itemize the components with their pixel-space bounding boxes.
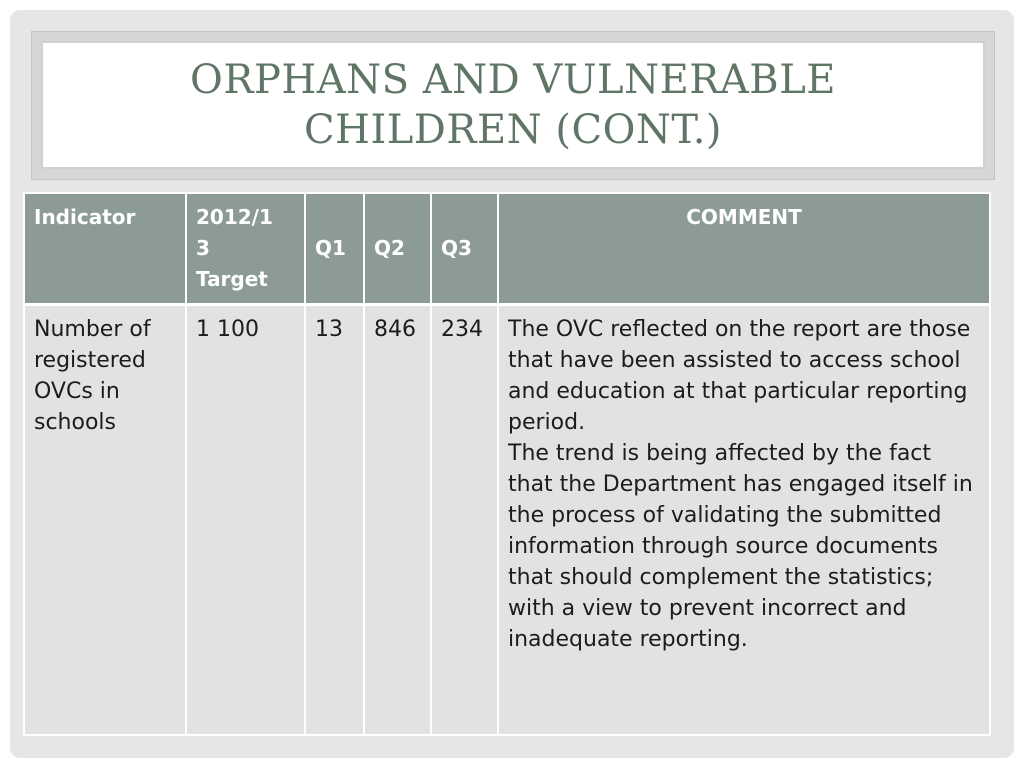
- cell-indicator: Number of registered OVCs in schools: [24, 305, 186, 736]
- comment-paragraph-1: The OVC reflected on the report are those that have been assisted to access school and education at that particular reporting period.: [508, 317, 971, 435]
- header-target-line-1: 2012/1: [196, 205, 273, 229]
- cell-q2: 846: [364, 305, 431, 736]
- cell-q3: 234: [431, 305, 498, 736]
- slide-title-line-2: CHILDREN (CONT.): [303, 107, 723, 153]
- header-indicator: Indicator: [24, 193, 186, 305]
- slide-title-line-1: ORPHANS AND VULNERABLE: [190, 57, 836, 103]
- header-q3: Q3: [431, 193, 498, 305]
- header-target-line-3: Target: [196, 267, 268, 291]
- ovc-indicator-table: [23, 192, 991, 736]
- header-target-line-2: 3: [196, 236, 210, 260]
- title-frame: [31, 31, 995, 180]
- cell-target: 1 100: [186, 305, 305, 736]
- header-comment: COMMENT: [498, 193, 990, 305]
- table-row: [24, 305, 990, 736]
- cell-comment: [498, 305, 990, 736]
- table-header-row: [24, 193, 990, 305]
- slide-title: [190, 55, 836, 155]
- header-q1: Q1: [305, 193, 364, 305]
- title-box: [41, 41, 985, 169]
- cell-q1: 13: [305, 305, 364, 736]
- header-target: [186, 193, 305, 305]
- comment-paragraph-2: The trend is being affected by the fact that the Department has engaged itself in the process of validating the submitted information through source documents that should complement the statistics; with a view to prevent incorrect and inadequate reporting.: [508, 441, 973, 652]
- header-q2: Q2: [364, 193, 431, 305]
